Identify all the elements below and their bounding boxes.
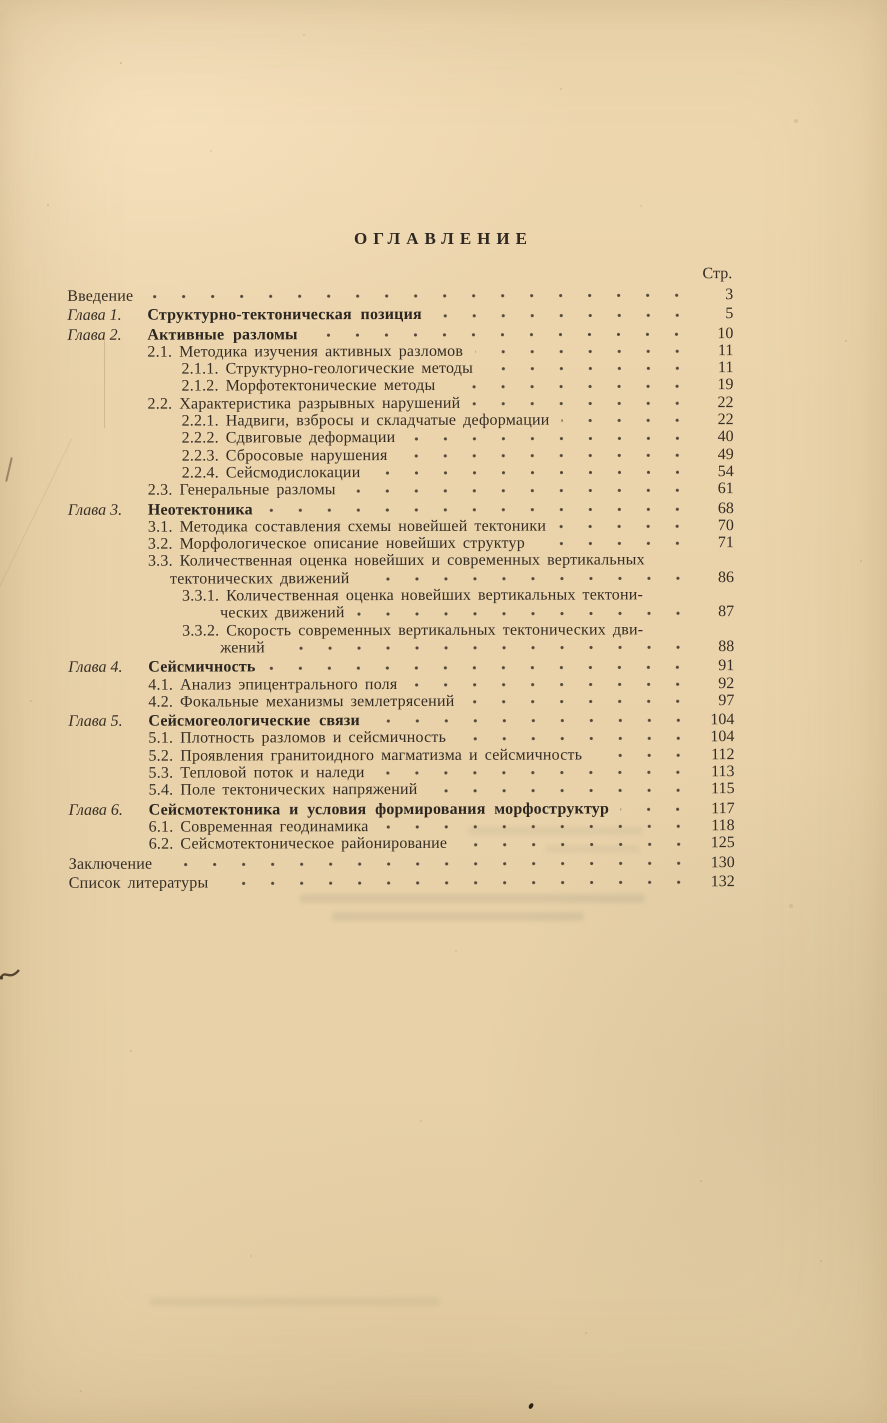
- page-number: 71: [717, 534, 734, 552]
- dot-leader: [466, 696, 692, 707]
- chapter-prefix: Глава 6.: [68, 801, 123, 819]
- dot-leader: [310, 329, 692, 340]
- toc-row: [69, 854, 735, 873]
- entry-label: Введение: [67, 287, 134, 305]
- entry-label: ческих движений: [220, 604, 345, 622]
- dot-leader: [434, 310, 691, 321]
- toc-row: [68, 569, 734, 588]
- toc-row: [68, 586, 734, 605]
- toc-row: [69, 817, 735, 836]
- dot-leader: [621, 804, 693, 814]
- toc-row: [68, 621, 734, 640]
- toc-title: ОГЛАВЛЕНИЕ: [354, 229, 533, 248]
- dot-leader: [377, 768, 693, 779]
- entry-label: 3.3. Количественная оценка новейших и современных вертикальных: [147, 551, 645, 571]
- entry-label: жений: [220, 639, 265, 657]
- dot-leader: [429, 785, 692, 796]
- page-number: 70: [717, 516, 734, 535]
- toc-row: [67, 286, 733, 305]
- toc-row: [67, 305, 733, 324]
- page-number: 19: [717, 376, 734, 394]
- entry-label: 2.2.4. Сейсмодислокации: [181, 464, 361, 482]
- entry-label: 5.2. Проявления гранитоидного магматизма и сейсмичность: [148, 746, 583, 765]
- page-number: 87: [718, 603, 735, 621]
- page-column-header: Стр.: [702, 265, 733, 283]
- dot-leader: [145, 291, 691, 302]
- page-number: 92: [718, 674, 735, 692]
- entry-label: Структурно-тектоническая позиция: [147, 306, 422, 324]
- ink-mark: [5, 457, 13, 482]
- dot-leader: [447, 381, 691, 392]
- toc-row: [67, 342, 733, 361]
- dot-leader: [164, 858, 692, 869]
- page-number: 5: [725, 305, 734, 323]
- chapter-prefix: Глава 5.: [68, 712, 123, 730]
- page-number: 11: [717, 342, 734, 360]
- toc-row: [68, 429, 734, 448]
- page-number: 104: [710, 711, 735, 729]
- toc-list: [67, 265, 735, 892]
- entry-label: 2.1.2. Морфотектонические методы: [181, 377, 436, 396]
- dot-leader: [381, 821, 693, 832]
- page-number: 49: [717, 445, 734, 463]
- toc-row: [69, 834, 735, 853]
- entry-label: Неотектоника: [147, 500, 253, 519]
- chapter-prefix: Глава 3.: [67, 501, 123, 519]
- toc-row: [68, 394, 734, 413]
- entry-label: 6.1. Современная геодинамика: [148, 817, 369, 836]
- page-number: 115: [711, 780, 735, 798]
- entry-label: 3.3.2. Скорость современных вертикальных тектонических дви-: [182, 621, 644, 640]
- page-number: 61: [717, 480, 734, 498]
- dot-leader: [459, 839, 692, 850]
- entry-label: 5.4. Поле тектонических напряжений: [148, 781, 418, 799]
- dot-leader: [400, 450, 692, 461]
- entry-label: 3.1. Методика составления схемы новейшей тектоники: [147, 517, 547, 536]
- dot-leader: [409, 679, 692, 690]
- dot-leader: [537, 539, 692, 549]
- entry-label: 2.1. Методика изучения активных разломов: [147, 342, 464, 361]
- entry-label: Сейсмотектоника и условия формирования морфоструктур: [148, 800, 610, 819]
- dot-leader: [561, 416, 691, 426]
- chapter-prefix: Глава 1.: [67, 307, 122, 325]
- page-number: 125: [710, 834, 735, 852]
- page-number: 86: [717, 568, 735, 586]
- entry-label: 6.2. Сейсмотектоническое районирование: [148, 835, 448, 853]
- entry-label: 3.3.1. Количественная оценка новейших вертикальных тектони-: [182, 586, 644, 605]
- page-number: 104: [710, 728, 735, 746]
- toc-row: [68, 657, 734, 676]
- toc-row: [67, 325, 733, 344]
- dot-leader: [485, 364, 691, 375]
- dot-leader: [594, 750, 692, 760]
- entry-label: Сейсмичность: [148, 658, 256, 676]
- showthrough-smudge: [150, 1297, 440, 1306]
- dot-leader: [265, 504, 692, 515]
- toc-row: [68, 638, 734, 657]
- page-number: 3: [725, 286, 734, 304]
- page-number: 68: [717, 499, 734, 517]
- dot-leader: [558, 521, 692, 531]
- page-number: 40: [717, 428, 734, 446]
- toc-row: [68, 711, 734, 730]
- dot-leader: [472, 398, 691, 409]
- toc-row: [67, 377, 733, 396]
- dot-leader: [407, 433, 691, 444]
- dot-leader: [348, 485, 692, 496]
- page-number: 130: [710, 853, 735, 871]
- entry-label: 3.2. Морфологическое описание новейших структур: [147, 534, 525, 553]
- entry-label: тектонических движений: [169, 569, 350, 588]
- page-number: 91: [718, 657, 735, 675]
- page-number: 22: [717, 393, 734, 411]
- entry-label: 2.2.3. Сбросовые нарушения: [181, 446, 388, 465]
- entry-label: 4.2. Фокальные механизмы землетрясений: [148, 692, 455, 711]
- toc-row: [68, 463, 734, 482]
- toc-row: [68, 411, 734, 430]
- toc-row: [68, 692, 734, 711]
- entry-label: 2.2. Характеристика разрывных нарушений: [147, 394, 461, 413]
- dot-leader: [362, 573, 692, 584]
- chapter-prefix: Глава 2.: [67, 326, 122, 344]
- toc-row: [68, 517, 734, 536]
- toc-row: [68, 534, 734, 553]
- page-number: 54: [717, 463, 734, 481]
- entry-label: 2.3. Генеральные разломы: [147, 481, 336, 499]
- toc-row: [68, 552, 734, 571]
- paper-speckles: [0, 0, 2, 2]
- page-number: 10: [717, 324, 734, 342]
- ink-speck: [528, 1402, 534, 1409]
- toc-row: [69, 873, 735, 892]
- entry-label: 5.1. Плотность разломов и сейсмичность: [148, 729, 447, 748]
- showthrough-smudge: [332, 912, 584, 921]
- toc-row: [68, 500, 734, 519]
- entry-label: 4.1. Анализ эпицентрального поля: [148, 675, 398, 694]
- dot-leader: [277, 642, 692, 653]
- page-number: 88: [718, 638, 735, 656]
- entry-label: Активные разломы: [147, 325, 298, 344]
- page-number: 118: [711, 817, 735, 835]
- dot-leader: [372, 468, 691, 479]
- toc-row: [68, 729, 734, 748]
- dot-leader: [372, 716, 692, 727]
- entry-label: 2.2.1. Надвиги, взбросы и складчатые деформации: [181, 411, 550, 430]
- dot-leader: [458, 733, 692, 744]
- entry-label: 2.1.1. Структурно-геологические методы: [181, 359, 474, 378]
- toc-row: [68, 746, 734, 765]
- page-number: 117: [711, 799, 735, 817]
- page-number: 113: [711, 763, 735, 781]
- page-number: 112: [711, 745, 735, 763]
- dot-leader: [357, 608, 692, 619]
- entry-label: 5.3. Тепловой поток и наледи: [148, 764, 365, 782]
- dot-leader: [475, 346, 691, 357]
- toc-row: [69, 780, 735, 799]
- entry-label: Заключение: [68, 855, 153, 873]
- toc-row: [67, 359, 733, 378]
- toc-row: [68, 480, 734, 499]
- toc-row: [68, 603, 734, 622]
- dot-leader: [268, 662, 693, 673]
- toc-row: [69, 800, 735, 819]
- entry-label: Список литературы: [68, 874, 209, 892]
- showthrough-smudge: [300, 894, 645, 903]
- page-number: 132: [710, 872, 735, 890]
- toc-row: [68, 763, 734, 782]
- entry-label: Сейсмогеологические связи: [148, 712, 360, 730]
- dot-leader: [220, 877, 692, 888]
- entry-label: 2.2.2. Сдвиговые деформации: [181, 429, 396, 447]
- toc-row: [68, 446, 734, 465]
- toc-row: [68, 675, 734, 694]
- chapter-prefix: Глава 4.: [68, 658, 123, 677]
- pen-mark: [0, 963, 22, 987]
- toc-rows: [67, 286, 735, 892]
- page-number: 11: [718, 359, 734, 377]
- page-number: 97: [718, 691, 735, 709]
- page-number: 22: [717, 411, 734, 429]
